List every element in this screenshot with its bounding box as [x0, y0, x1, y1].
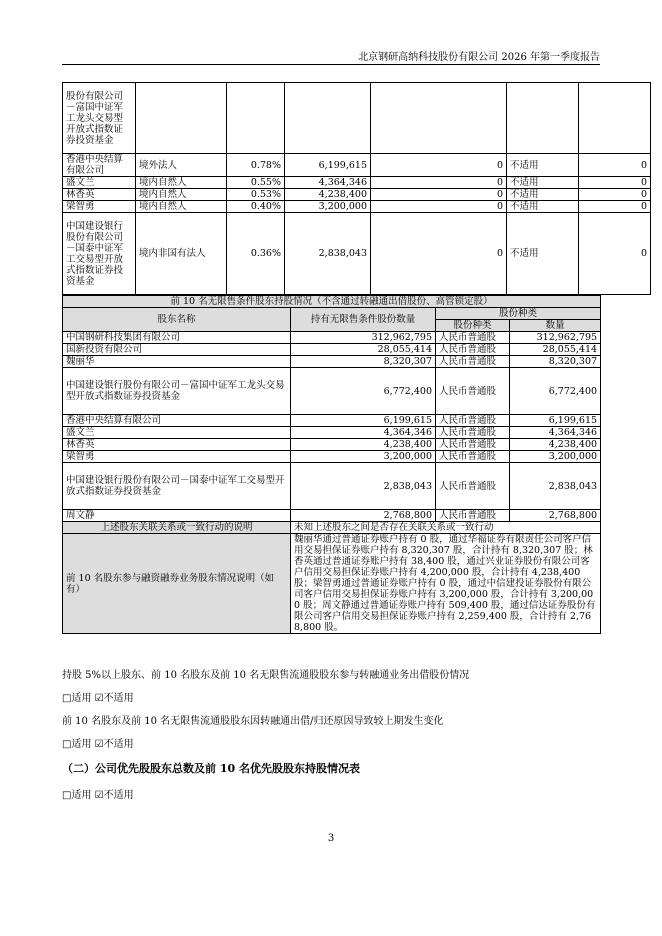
- unrestricted-qty: 312,962,795: [291, 332, 436, 344]
- restricted-shares: 0: [371, 154, 507, 177]
- pledge-status: 不适用: [507, 177, 579, 189]
- table-row: [63, 83, 651, 154]
- unrestricted-qty: 28,055,414: [291, 344, 436, 356]
- table-row: [63, 332, 601, 344]
- shareholding-ratio: 0.53%: [227, 189, 285, 201]
- pledge-qty: 0: [579, 189, 651, 201]
- restricted-shares: 0: [371, 189, 507, 201]
- table-row: [63, 451, 601, 463]
- page-header: 北京钢研高纳科技股份有限公司 2026 年第一季度报告: [358, 52, 600, 63]
- table-row: [63, 427, 601, 439]
- shareholder-type: [136, 83, 227, 154]
- shares-held: 2,838,043: [285, 213, 371, 295]
- share-num: 2,838,043: [510, 463, 601, 510]
- table-row: [63, 154, 651, 177]
- lending-note: 持股 5%以上股东、前 10 名股东及前 10 名无限售流通股股东参与转融通业务出借股份情况: [62, 670, 470, 681]
- restricted-shares: [371, 83, 507, 154]
- shareholder-name: 中国钢研科技集团有限公司: [63, 332, 291, 344]
- table-row: [63, 368, 601, 415]
- shareholder-name: 盛文兰: [63, 177, 136, 189]
- unrestricted-qty: 2,838,043: [291, 463, 436, 510]
- relation-text: 未知上述股东之间是否存在关联关系或一致行动: [291, 522, 601, 534]
- shareholder-name: 魏丽华: [63, 356, 291, 368]
- table-row: [63, 534, 601, 634]
- restricted-shares: 0: [371, 201, 507, 213]
- share-num: 2,768,800: [510, 510, 601, 522]
- pledge-status: 不适用: [507, 213, 579, 295]
- lending-option: □适用 ☑不适用: [62, 693, 134, 704]
- share-kind: 人民币普通股: [436, 368, 510, 415]
- shareholder-name: 中国建设银行股份有限公司－国泰中证军工交易型开放式指数证券投资基金: [63, 213, 136, 295]
- share-num: 6,199,615: [510, 415, 601, 427]
- shares-held: 6,199,615: [285, 154, 371, 177]
- table-row: [63, 439, 601, 451]
- shareholder-name: 林香英: [63, 189, 136, 201]
- header-rule: [62, 64, 600, 65]
- unrestricted-qty: 6,199,615: [291, 415, 436, 427]
- table-row: [63, 189, 651, 201]
- table-row: [63, 522, 601, 534]
- shares-held: [285, 83, 371, 154]
- table-row: [63, 213, 651, 295]
- shareholder-type: 境内自然人: [136, 189, 227, 201]
- pledge-status: 不适用: [507, 189, 579, 201]
- unrestricted-qty: 4,238,400: [291, 439, 436, 451]
- share-kind: 人民币普通股: [436, 332, 510, 344]
- shareholder-name: 周文静: [63, 510, 291, 522]
- shareholder-type: 境内自然人: [136, 177, 227, 189]
- pledge-qty: 0: [579, 154, 651, 177]
- top10-shareholders-table-continued: [62, 82, 651, 295]
- restricted-shares: 0: [371, 213, 507, 295]
- shareholding-ratio: 0.36%: [227, 213, 285, 295]
- shareholder-name: 香港中央结算有限公司: [63, 154, 136, 177]
- share-num: 8,320,307: [510, 356, 601, 368]
- share-kind: 人民币普通股: [436, 439, 510, 451]
- pledge-qty: 0: [579, 213, 651, 295]
- share-num: 4,364,346: [510, 427, 601, 439]
- table-row: [63, 415, 601, 427]
- col-header-class-qty: 数量: [510, 320, 601, 332]
- section-heading: （二）公司优先股股东总数及前 10 名优先股股东持股情况表: [62, 762, 360, 775]
- col-header-class-type: 股份种类: [436, 320, 510, 332]
- share-kind: 人民币普通股: [436, 463, 510, 510]
- shareholder-name: 中国建设银行股份有限公司－富国中证军工龙头交易型开放式指数证券投资基金: [63, 368, 291, 415]
- unrestricted-qty: 8,320,307: [291, 356, 436, 368]
- shareholder-name: 林香英: [63, 439, 291, 451]
- share-kind: 人民币普通股: [436, 344, 510, 356]
- shareholder-name: 香港中央结算有限公司: [63, 415, 291, 427]
- table-header-row: [63, 308, 601, 320]
- page-number: 3: [327, 833, 335, 844]
- table-row: [63, 201, 651, 213]
- shareholder-type: 境外法人: [136, 154, 227, 177]
- shares-held: 3,200,000: [285, 201, 371, 213]
- pledge-status: 不适用: [507, 154, 579, 177]
- share-num: 312,962,795: [510, 332, 601, 344]
- shareholder-name: 国新投资有限公司: [63, 344, 291, 356]
- table-row: [63, 463, 601, 510]
- table-section-title: 前 10 名无限售条件股东持股情况（不含通过转融通出借股份、高管锁定股）: [63, 296, 601, 308]
- table-row: [63, 356, 601, 368]
- pledge-status: 不适用: [507, 201, 579, 213]
- share-kind: 人民币普通股: [436, 427, 510, 439]
- shares-held: 4,364,346: [285, 177, 371, 189]
- shareholder-name: 股份有限公司－富国中证军工龙头交易型开放式指数证券投资基金: [63, 83, 136, 154]
- table-row: [63, 296, 601, 308]
- preferred-option: □适用 ☑不适用: [62, 790, 134, 801]
- unrestricted-qty: 4,364,346: [291, 427, 436, 439]
- pledge-qty: 0: [579, 177, 651, 189]
- share-kind: 人民币普通股: [436, 510, 510, 522]
- shareholder-type: 境内非国有法人: [136, 213, 227, 295]
- shareholder-name: 梁智勇: [63, 201, 136, 213]
- shareholder-name: 中国建设银行股份有限公司－国泰中证军工交易型开放式指数证券投资基金: [63, 463, 291, 510]
- share-num: 28,055,414: [510, 344, 601, 356]
- shareholder-name: 梁智勇: [63, 451, 291, 463]
- pledge-qty: 0: [579, 201, 651, 213]
- shareholding-ratio: [227, 83, 285, 154]
- share-num: 3,200,000: [510, 451, 601, 463]
- margin-trading-text: 魏丽华通过普通证券账户持有 0 股，通过华福证券有限责任公司客户信用交易担保证券账户持有 8,320,307 股，合计持有 8,320,307 股；林香英通过普通证券账户持有 38,400 股，通过兴业证券股份有限公司客户信用交易担保证券账户持有 4,200,000 股，合计持有 4,238,400 股；梁智勇通过普通证券账户持有 0 股，通过中信建投证券股份有限公司客户信用交易担保证券账户持有 3,200,000 股，合计持有 3,200,000 股；周文静通过普通证券账户持有 509,400 股，通过信达证券股份有限公司客户信用交易担保证券账户持有 2,259,400 股，合计持有 2,768,800 股。: [291, 534, 601, 634]
- table-row: [63, 344, 601, 356]
- share-kind: 人民币普通股: [436, 451, 510, 463]
- col-header-name: 股东名称: [63, 308, 291, 332]
- margin-trading-label: 前 10 名股东参与融资融券业务股东情况说明（如有）: [63, 534, 291, 634]
- change-note: 前 10 名股东及前 10 名无限售流通股股东因转融通出借/归还原因导致较上期发生变化: [62, 716, 444, 727]
- shareholding-ratio: 0.78%: [227, 154, 285, 177]
- change-option: □适用 ☑不适用: [62, 739, 134, 750]
- share-kind: 人民币普通股: [436, 415, 510, 427]
- shareholder-type: 境内自然人: [136, 201, 227, 213]
- share-num: 4,238,400: [510, 439, 601, 451]
- share-kind: 人民币普通股: [436, 356, 510, 368]
- unrestricted-qty: 6,772,400: [291, 368, 436, 415]
- table-row: [63, 177, 651, 189]
- shareholding-ratio: 0.55%: [227, 177, 285, 189]
- shares-held: 4,238,400: [285, 189, 371, 201]
- unrestricted-qty: 2,768,800: [291, 510, 436, 522]
- pledge-qty: [579, 83, 651, 154]
- pledge-status: [507, 83, 579, 154]
- restricted-shares: 0: [371, 177, 507, 189]
- shareholding-ratio: 0.40%: [227, 201, 285, 213]
- shareholder-name: 盛文兰: [63, 427, 291, 439]
- relation-label: 上述股东关联关系或一致行动的说明: [63, 522, 291, 534]
- col-header-qty: 持有无限售条件股份数量: [291, 308, 436, 332]
- unrestricted-table: [62, 295, 601, 634]
- unrestricted-qty: 3,200,000: [291, 451, 436, 463]
- table-row: [63, 510, 601, 522]
- col-header-class: 股份种类: [436, 308, 601, 320]
- share-num: 6,772,400: [510, 368, 601, 415]
